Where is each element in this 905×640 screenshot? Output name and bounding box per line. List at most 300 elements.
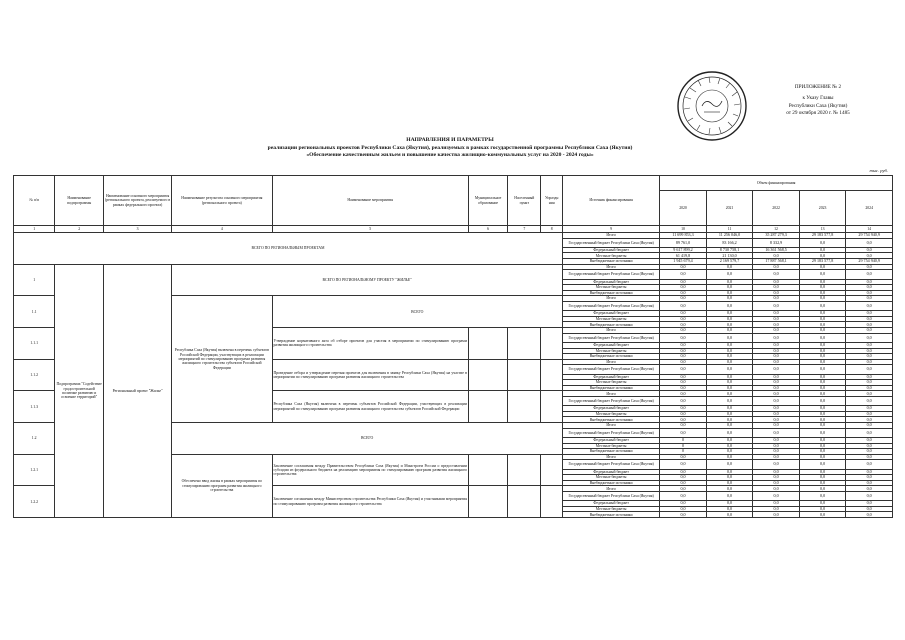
funding-cell: 0,0 [753, 506, 800, 512]
funding-cell: 0,0 [846, 460, 893, 469]
funding-cell: 0,0 [706, 491, 753, 500]
funding-cell: 0,0 [799, 406, 846, 412]
funding-cell: 0,0 [846, 374, 893, 380]
funding-cell: 0,0 [660, 486, 707, 492]
funding-cell: 16 361 568,5 [753, 247, 800, 253]
funding-cell: 0,0 [799, 437, 846, 443]
municipality-cell [468, 454, 507, 486]
funding-cell: 0,0 [799, 417, 846, 423]
funding-cell: 0,0 [660, 512, 707, 518]
funding-cell: 0,0 [846, 342, 893, 348]
year-cell [541, 391, 563, 423]
header-year: 2021 [706, 191, 753, 226]
funding-cell: 0,0 [846, 365, 893, 374]
funding-cell: 0,0 [799, 270, 846, 279]
units-label: тыс. руб. [869, 168, 888, 173]
col-number: 4 [172, 226, 272, 233]
source-total: Итого [563, 328, 660, 334]
source-federal: Федеральный бюджет [563, 406, 660, 412]
funding-cell: 0,0 [660, 354, 707, 360]
funding-cell: 29 754 940,9 [846, 259, 893, 265]
funding-cell: 0,0 [799, 449, 846, 455]
funding-cell: 11 699 853,3 [660, 233, 707, 239]
source-offbudget: Внебюджетные источники [563, 385, 660, 391]
funding-cell: 0,0 [846, 443, 893, 449]
funding-cell: 0,0 [753, 443, 800, 449]
event-name: Утверждение нормативного акта об отборе проектов для участия в мероприятии по стимулированию программ развития жилищного строительства [272, 328, 468, 360]
municipality-cell [468, 328, 507, 360]
funding-cell: 0,0 [660, 311, 707, 317]
funding-cell: 0,0 [706, 443, 753, 449]
funding-cell: 0,0 [706, 411, 753, 417]
col-number: 13 [799, 226, 846, 233]
funding-cell: 0,0 [846, 506, 893, 512]
funding-cell: 0,0 [846, 301, 893, 310]
funding-cell: 0,0 [706, 328, 753, 334]
funding-cell: 0,0 [846, 296, 893, 302]
funding-cell: 9 617 899,2 [660, 247, 707, 253]
title-line: НАПРАВЛЕНИЯ И ПАРАМЕТРЫ [406, 137, 494, 143]
funding-cell: 0,0 [660, 342, 707, 348]
source-local: Местные бюджеты [563, 380, 660, 386]
funding-cell: 0,0 [753, 253, 800, 259]
funding-cell: 0,0 [706, 428, 753, 437]
funding-cell: 0,0 [846, 449, 893, 455]
municipality-cell [468, 391, 507, 423]
funding-cell: 0,0 [660, 417, 707, 423]
funding-cell: 0,0 [753, 374, 800, 380]
funding-cell: 0,0 [753, 354, 800, 360]
col-number: 11 [706, 226, 753, 233]
funding-cell: 0,0 [799, 486, 846, 492]
funding-cell: 0,0 [846, 238, 893, 247]
funding-cell: 0,0 [799, 285, 846, 291]
funding-cell: 0,0 [706, 480, 753, 486]
funding-cell: 0,0 [660, 460, 707, 469]
funding-cell: 0,0 [660, 374, 707, 380]
funding-cell: 0,0 [846, 486, 893, 492]
funding-cell: 0,0 [799, 328, 846, 334]
source-offbudget: Внебюджетные источники [563, 417, 660, 423]
funding-cell: 0,0 [753, 454, 800, 460]
funding-cell: 0,0 [706, 475, 753, 481]
funding-cell: 0,0 [799, 316, 846, 322]
funding-cell: 0,0 [799, 374, 846, 380]
funding-cell: 0,0 [799, 238, 846, 247]
funding-cell: 0,0 [799, 411, 846, 417]
funding-cell: 0,0 [799, 311, 846, 317]
funding-cell: 0 [660, 449, 707, 455]
funding-cell: 0,0 [660, 359, 707, 365]
subtotal-label: ВСЕГО [172, 423, 563, 455]
row-number: 1.2.1 [14, 454, 55, 486]
source-total: Итого [563, 233, 660, 239]
row-number: 1.2.2 [14, 486, 55, 518]
settlement-cell [508, 391, 541, 423]
source-state: Государственный бюджет Республики Саха (Якутия) [563, 238, 660, 247]
funding-cell: 0,0 [846, 385, 893, 391]
funding-cell: 0,0 [660, 491, 707, 500]
main-event-name: Региональный проект "Жилье" [103, 264, 171, 517]
funding-cell: 0,0 [753, 311, 800, 317]
funding-cell: 0,0 [799, 391, 846, 397]
col-number: 7 [508, 226, 541, 233]
funding-cell: 29 183 577,8 [799, 259, 846, 265]
funding-cell: 0,0 [846, 247, 893, 253]
funding-cell: 0,0 [753, 486, 800, 492]
title-line: «Обеспечение качественным жильем и повышение качества жилищно-коммунальных услуг на 2020 - 2024 годы» [306, 152, 594, 159]
funding-cell: 0,0 [660, 279, 707, 285]
funding-cell: 0,0 [706, 380, 753, 386]
funding-cell: 0,0 [660, 406, 707, 412]
funding-cell: 0,0 [660, 385, 707, 391]
header-year: 2022 [753, 191, 800, 226]
row-number: 1.2 [14, 423, 55, 455]
funding-cell: 0,0 [753, 264, 800, 270]
source-federal: Федеральный бюджет [563, 437, 660, 443]
funding-cell: 0,0 [846, 512, 893, 518]
funding-cell: 0,0 [706, 385, 753, 391]
funding-cell: 0,0 [846, 333, 893, 342]
source-federal: Федеральный бюджет [563, 374, 660, 380]
funding-cell: 0,0 [846, 406, 893, 412]
funding-cell: 0,0 [799, 342, 846, 348]
col-number: 8 [541, 226, 563, 233]
header-subprogram: Наименование подпрограммы [55, 176, 104, 226]
title-line: реализации региональных проектов Республики Саха (Якутия), реализуемых в рамках государственной программы Республики Саха (Якутия) [267, 144, 633, 151]
funding-cell: 0,0 [846, 396, 893, 405]
source-offbudget: Внебюджетные источники [563, 449, 660, 455]
funding-cell: 0,0 [660, 333, 707, 342]
funding-cell: 0,0 [799, 491, 846, 500]
funding-cell: 0,0 [846, 290, 893, 296]
source-local: Местные бюджеты [563, 316, 660, 322]
funding-cell: 0,0 [706, 501, 753, 507]
header-num: № п/п [14, 176, 55, 226]
funding-cell: 0,0 [846, 491, 893, 500]
funding-cell: 0,0 [706, 460, 753, 469]
funding-cell: 0,0 [706, 406, 753, 412]
funding-cell: 0,0 [753, 348, 800, 354]
funding-cell: 0,0 [753, 391, 800, 397]
funding-cell: 0,0 [660, 290, 707, 296]
header-year-dev: Упраздн ния [541, 176, 563, 226]
col-number: 2 [55, 226, 104, 233]
col-number: 9 [563, 226, 660, 233]
funding-cell: 0,0 [799, 359, 846, 365]
funding-cell: 0,0 [660, 296, 707, 302]
header-year: 2020 [660, 191, 707, 226]
funding-cell: 0,0 [799, 385, 846, 391]
funding-cell: 0,0 [799, 501, 846, 507]
row-number: 1.1.3 [14, 391, 55, 423]
appendix-line: к Указу Главы [802, 95, 834, 102]
event-name: Проведение отбора и утверждение перечня проектов для включения в заявку Республики Саха (Якутия) на участие в мероприятии по стимулированию программ развития жилищного строительства [272, 359, 468, 391]
col-number: 12 [753, 226, 800, 233]
funding-cell: 0,0 [706, 454, 753, 460]
funding-cell: 0,0 [846, 328, 893, 334]
funding-cell: 0,0 [846, 359, 893, 365]
funding-cell: 0,0 [799, 247, 846, 253]
funding-cell: 0,0 [753, 469, 800, 475]
funding-cell: 0,0 [799, 264, 846, 270]
col-number: 5 [272, 226, 468, 233]
funding-cell: 89 761,0 [660, 238, 707, 247]
funding-table [13, 175, 893, 518]
funding-cell: 0,0 [799, 506, 846, 512]
funding-cell: 0,0 [706, 396, 753, 405]
source-local: Местные бюджеты [563, 253, 660, 259]
funding-cell: 11 256 046,0 [706, 233, 753, 239]
funding-cell: 1 945 679,4 [660, 259, 707, 265]
source-offbudget: Внебюджетные источники [563, 480, 660, 486]
funding-cell: 0,0 [846, 270, 893, 279]
funding-cell: 0,0 [706, 348, 753, 354]
subtotal-label: ВСЕГО [272, 296, 563, 328]
funding-cell: 0,0 [799, 428, 846, 437]
funding-cell: 0,0 [660, 322, 707, 328]
year-cell [541, 486, 563, 518]
funding-cell: 0,0 [799, 380, 846, 386]
source-offbudget: Внебюджетные источники [563, 290, 660, 296]
event-name: Заключение соглашения между Министерством строительства Республики Саха (Якутия) и участниками мероприятия по стимулированию программ развития жилищного строительства [272, 486, 468, 518]
funding-cell: 0,0 [799, 460, 846, 469]
funding-cell: 0,0 [753, 396, 800, 405]
funding-cell: 35 287 279,3 [753, 233, 800, 239]
source-local: Местные бюджеты [563, 348, 660, 354]
funding-cell: 0,0 [846, 454, 893, 460]
funding-cell: 0,0 [799, 454, 846, 460]
funding-cell: 0,0 [799, 348, 846, 354]
funding-cell: 0,0 [753, 437, 800, 443]
source-state: Государственный бюджет Республики Саха (Якутия) [563, 270, 660, 279]
source-total: Итого [563, 423, 660, 429]
funding-cell: 0,0 [660, 454, 707, 460]
header-year: 2024 [846, 191, 893, 226]
funding-cell: 0,0 [753, 385, 800, 391]
funding-cell: 0,0 [753, 285, 800, 291]
source-state: Государственный бюджет Республики Саха (Якутия) [563, 491, 660, 500]
funding-cell: 0,0 [706, 264, 753, 270]
funding-cell: 0,0 [706, 359, 753, 365]
document-title [150, 137, 750, 160]
source-state: Государственный бюджет Республики Саха (Якутия) [563, 333, 660, 342]
source-state: Государственный бюджет Республики Саха (Якутия) [563, 365, 660, 374]
source-federal: Федеральный бюджет [563, 342, 660, 348]
source-total: Итого [563, 454, 660, 460]
funding-cell: 0,0 [660, 285, 707, 291]
funding-cell: 0,0 [753, 449, 800, 455]
source-offbudget: Внебюджетные источники [563, 322, 660, 328]
funding-cell: 0,0 [706, 333, 753, 342]
funding-cell: 0,0 [753, 491, 800, 500]
funding-cell: 0,0 [753, 460, 800, 469]
funding-cell: 0,0 [753, 296, 800, 302]
funding-cell: 0,0 [660, 270, 707, 279]
funding-cell: 0,0 [706, 354, 753, 360]
event-name: Республика Саха (Якутия) включена в перечень субъектов Российской Федерации, участвующих в реализации мероприятий по стимулированию программ развития жилищного строительства субъектов Российской Федерации [272, 391, 468, 423]
funding-cell: 0,0 [799, 475, 846, 481]
row-number: 1 [14, 264, 55, 296]
row-number: 1.1 [14, 296, 55, 328]
funding-cell: 0,0 [846, 428, 893, 437]
row-number: 1.1.2 [14, 359, 55, 391]
funding-cell: 0,0 [753, 411, 800, 417]
funding-cell: 0,0 [846, 391, 893, 397]
funding-cell: 0,0 [706, 417, 753, 423]
source-federal: Федеральный бюджет [563, 247, 660, 253]
funding-cell: 0 [660, 437, 707, 443]
funding-cell: 0,0 [706, 469, 753, 475]
col-number: 3 [103, 226, 171, 233]
funding-cell: 0,0 [660, 423, 707, 429]
funding-cell: 0,0 [753, 417, 800, 423]
header-event: Наименование мероприятия [272, 176, 468, 226]
municipality-cell [468, 486, 507, 518]
funding-cell: 0,0 [799, 290, 846, 296]
funding-cell: 0,0 [660, 428, 707, 437]
source-federal: Федеральный бюджет [563, 469, 660, 475]
funding-cell: 0,0 [846, 354, 893, 360]
source-local: Местные бюджеты [563, 411, 660, 417]
funding-cell: 0,0 [660, 501, 707, 507]
funding-cell: 0,0 [753, 322, 800, 328]
col-number: 14 [846, 226, 893, 233]
funding-cell: 0,0 [660, 264, 707, 270]
col-number: 10 [660, 226, 707, 233]
funding-cell: 0,0 [846, 322, 893, 328]
funding-cell: 0,0 [706, 285, 753, 291]
project-total-label: ВСЕГО ПО РЕГИОНАЛЬНОМУ ПРОЕКТУ "ЖИЛЬЕ" [172, 264, 563, 296]
funding-cell: 0,0 [846, 380, 893, 386]
funding-cell: 8 730 758,1 [706, 247, 753, 253]
funding-cell: 0,0 [846, 411, 893, 417]
funding-cell: 0,0 [706, 342, 753, 348]
funding-cell: 2 169 579,7 [706, 259, 753, 265]
source-local: Местные бюджеты [563, 475, 660, 481]
funding-cell: 0,0 [753, 365, 800, 374]
funding-cell: 0,0 [753, 480, 800, 486]
funding-cell: 0,0 [753, 512, 800, 518]
source-total: Итого [563, 296, 660, 302]
funding-cell: 0,0 [660, 380, 707, 386]
source-total: Итого [563, 486, 660, 492]
appendix-line: ПРИЛОЖЕНИЕ № 2 [794, 84, 842, 90]
result-name: Республика Саха (Якутия) включена в перечень субъектов Российской Федерации, участвующих в реализации мероприятий по стимулированию программ развития жилищного строительства субъектов Российской Федерации [172, 296, 272, 423]
funding-cell: 0,0 [846, 316, 893, 322]
funding-cell: 0,0 [706, 506, 753, 512]
funding-cell: 0,0 [846, 311, 893, 317]
funding-cell: 0,0 [706, 290, 753, 296]
header-funding: Объем финансирования [660, 176, 893, 191]
settlement-cell [508, 359, 541, 391]
funding-cell: 0,0 [753, 279, 800, 285]
funding-cell: 0,0 [753, 270, 800, 279]
municipality-cell [468, 359, 507, 391]
funding-cell: 0,0 [706, 512, 753, 518]
funding-cell: 0,0 [799, 296, 846, 302]
col-number: 1 [14, 226, 55, 233]
funding-cell: 0,0 [846, 348, 893, 354]
source-state: Государственный бюджет Республики Саха (Якутия) [563, 428, 660, 437]
source-local: Местные бюджеты [563, 443, 660, 449]
funding-cell: 0,0 [753, 301, 800, 310]
funding-cell: 0,0 [753, 406, 800, 412]
funding-cell: 0,0 [753, 359, 800, 365]
settlement-cell [508, 454, 541, 486]
funding-cell: 0,0 [753, 428, 800, 437]
funding-cell: 0,0 [846, 279, 893, 285]
funding-cell: 0,0 [846, 253, 893, 259]
funding-cell: 0,0 [706, 279, 753, 285]
funding-cell: 0,0 [799, 365, 846, 374]
settlement-cell [508, 486, 541, 518]
source-federal: Федеральный бюджет [563, 501, 660, 507]
source-state: Государственный бюджет Республики Саха (Якутия) [563, 460, 660, 469]
funding-cell: 0,0 [660, 365, 707, 374]
funding-cell: 0,0 [753, 475, 800, 481]
col-number: 6 [468, 226, 507, 233]
result-name: Обеспечено ввод жилья в рамках мероприятия по стимулированию программ развития жилищного строительства [172, 454, 272, 517]
funding-cell: 0 [660, 443, 707, 449]
source-state: Государственный бюджет Республики Саха (Якутия) [563, 396, 660, 405]
year-cell [541, 359, 563, 391]
funding-cell: 0,0 [799, 443, 846, 449]
funding-cell: 0,0 [753, 501, 800, 507]
funding-cell: 0,0 [799, 253, 846, 259]
funding-cell: 0,0 [706, 270, 753, 279]
header-source: Источник финансирования [563, 176, 660, 226]
source-offbudget: Внебюджетные источники [563, 354, 660, 360]
source-offbudget: Внебюджетные источники [563, 512, 660, 518]
source-federal: Федеральный бюджет [563, 311, 660, 317]
subprogram-name: Подпрограмма "Содействие градостроительной политике развитию и освоение территорий" [55, 264, 104, 517]
official-seal-stamp [676, 70, 748, 142]
funding-cell: 0,0 [799, 480, 846, 486]
funding-cell: 0,0 [706, 449, 753, 455]
funding-cell: 29 754 940,9 [846, 233, 893, 239]
source-total: Итого [563, 391, 660, 397]
appendix-line: от 29 октября 2020 г. № 1485 [786, 109, 850, 116]
funding-cell: 8 332,9 [753, 238, 800, 247]
header-main-event: Наименование основного мероприятия (регионального проекта, реализуемого в рамках федерального проекта) [103, 176, 171, 226]
funding-cell: 0,0 [846, 469, 893, 475]
appendix-line: Республики Саха (Якутия) [788, 102, 848, 109]
funding-cell: 0,0 [799, 279, 846, 285]
funding-cell: 0,0 [706, 301, 753, 310]
funding-cell: 0,0 [799, 396, 846, 405]
header-municipality: Муниципальное образование [468, 176, 507, 226]
funding-cell: 0,0 [799, 354, 846, 360]
source-local: Местные бюджеты [563, 506, 660, 512]
funding-cell: 0,0 [846, 417, 893, 423]
funding-cell: 0,0 [706, 374, 753, 380]
header-result: Наименование результата основного мероприятия (регионального проекта) [172, 176, 272, 226]
funding-cell: 0,0 [846, 437, 893, 443]
funding-cell: 0,0 [660, 411, 707, 417]
funding-cell: 0,0 [706, 437, 753, 443]
funding-cell: 83 166,2 [706, 238, 753, 247]
header-settlement: Населенный пункт [508, 176, 541, 226]
source-local: Местные бюджеты [563, 285, 660, 291]
funding-cell: 0,0 [706, 365, 753, 374]
source-state: Государственный бюджет Республики Саха (Якутия) [563, 301, 660, 310]
funding-cell: 0,0 [753, 328, 800, 334]
funding-cell: 0,0 [799, 423, 846, 429]
funding-cell: 0,0 [799, 301, 846, 310]
source-offbudget: Внебюджетные источники [563, 259, 660, 265]
funding-cell: 0,0 [660, 316, 707, 322]
